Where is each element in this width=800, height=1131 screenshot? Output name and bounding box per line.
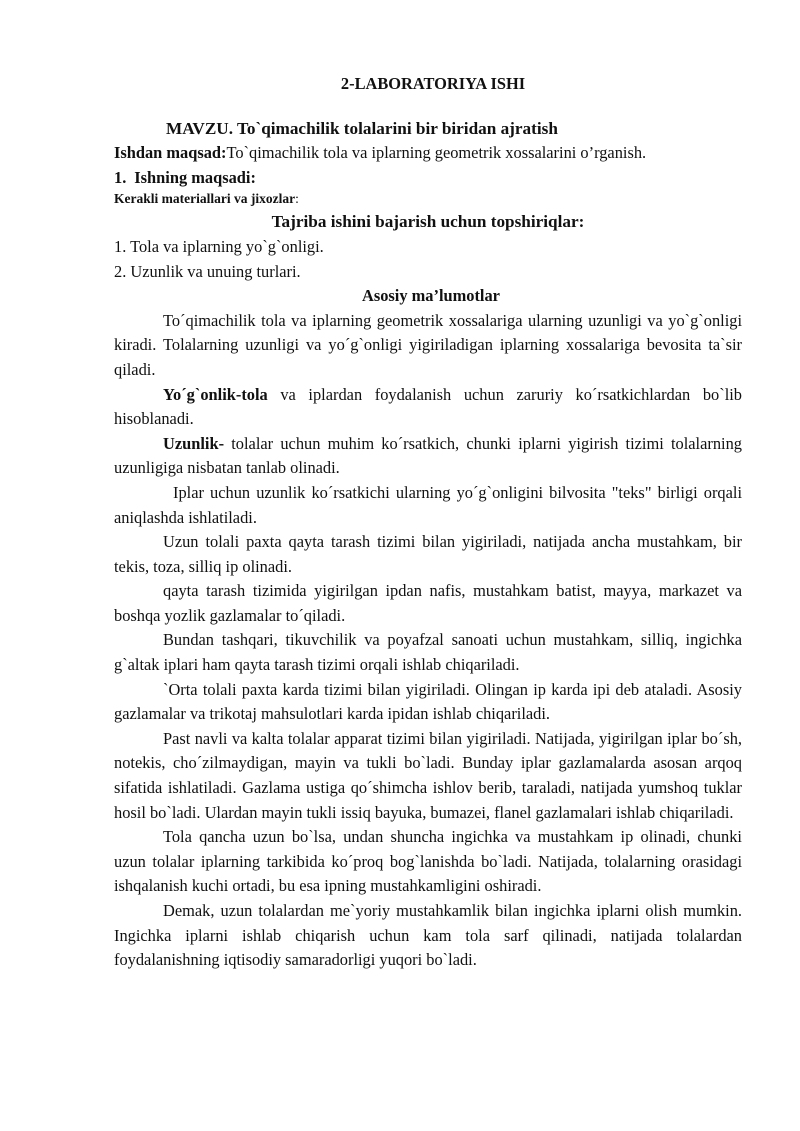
materials-label: Kerakli materiallari va jixozlar (114, 191, 296, 207)
paragraph (114, 432, 742, 481)
materials-colon: : (295, 191, 299, 207)
paragraph: Iplar uchun uzunlik ko´rsatkichi ularning yo´g`onligini bilvosita "teks" birligi orqali aniqlashda ishlatiladi. (114, 482, 742, 527)
main-heading: Asosiy ma’lumotlar (362, 286, 500, 306)
section1-title: Ishning maqsadi: (134, 167, 256, 187)
goal-text: To`qimachilik tola va iplarning geometrik xossalarini o’rganish. (226, 143, 647, 163)
section1-heading (114, 166, 742, 191)
goal-line (114, 141, 742, 166)
paragraph: Tola qancha uzun bo`lsa, undan shuncha ingichka va mustahkam ip olinadi, chunki uzun tolalar iplarning tarkibida ko´proq bog`lanishda bo`ladi. Natijada, tolalarning orasidagi ishqalanish kuchi ortadi, bu esa ipning mustahkamligini oshiradi. (114, 827, 742, 896)
paragraph: Demak, uzun tolalardan me`yoriy mustahkamlik bilan ingichka iplarni olish mumkin. Ingichka iplarni ishlab chiqarish uchun kam tola sarf qilinadi, natijada tolalardan foydalanishning iqtisodiy samaradorligi yuqori bo`ladi. (114, 901, 742, 970)
paragraph: `Orta tolali paxta karda tizimi bilan yigiriladi. Olingan ip karda ipi deb ataladi. Asosiy gazlamalar va trikotaj mahsulotlari karda ipidan ishlab chiqariladi. (114, 679, 742, 724)
paragraph (114, 383, 742, 432)
tasks-heading: Tajriba ishini bajarish uchun topshiriqlar: (271, 212, 585, 232)
document-title: 2-LABORATORIYA ISHI (340, 74, 526, 93)
paragraph: Uzun tolali paxta qayta tarash tizimi bilan yigiriladi, natijada ancha mustahkam, bir tekis, toza, silliq ip olinadi. (114, 532, 742, 576)
materials-line (114, 190, 742, 208)
term-length: Uzunlik- (163, 433, 225, 453)
paragraph-text: tolalar uchun muhim ko´rsatkich, chunki iplarni yigirish tizimi tolalarning uzunligiga nisbatan tanlab olinadi. (114, 433, 742, 478)
section1-number: 1. (114, 167, 127, 187)
goal-label: Ishdan maqsad: (114, 143, 227, 163)
task-item: 1. Tola va iplarning yo`g`onligi. (114, 236, 324, 256)
term-thickness: Yo´g`onlik-tola (163, 384, 268, 404)
paragraph: Past navli va kalta tolalar apparat tizimi bilan yigiriladi. Natijada, yigirilgan iplar bo´sh, notekis, cho´zilmaydigan, mayin va tukli bo`ladi. Bunday iplar gazlamalarda asosan arqoq sifatida ishlatiladi. Gazlama ustiga qo´shimcha ishlov berib, taraladi, natijada yumshoq tuklar hosil bo`ladi. Ulardan mayin tukli issiq bayuka, bumazei, flanel gazlamalari ishlab chiqariladi. (114, 728, 742, 822)
paragraph: Bundan tashqari, tikuvchilik va poyafzal sanoati uchun mustahkam, silliq, ingichka g`altak iplari ham qayta tarash tizimi orqali ishlab chiqariladi. (114, 630, 742, 675)
paragraph-text: va iplardan foydalanish uchun zaruriy ko´rsatkichlardan bo`lib hisoblanadi. (114, 384, 742, 429)
task-item: 2. Uzunlik va unuing turlari. (114, 261, 301, 281)
paragraph: qayta tarash tizimida yigirilgan ipdan nafis, mustahkam batist, mayya, markazet va boshqa yozlik gazlamalar to´qiladi. (114, 581, 742, 625)
paragraph: To´qimachilik tola va iplarning geometrik xossalariga ularning uzunligi va yo`g`onligi kiradi. Tolalarning uzunligi va yo´g`onligi yigiriladigan iplarning xossalariga bevosita ta`sir qiladi. (114, 310, 742, 379)
topic-heading: MAVZU. To`qimachilik tolalarini bir biridan ajratish (166, 118, 558, 138)
